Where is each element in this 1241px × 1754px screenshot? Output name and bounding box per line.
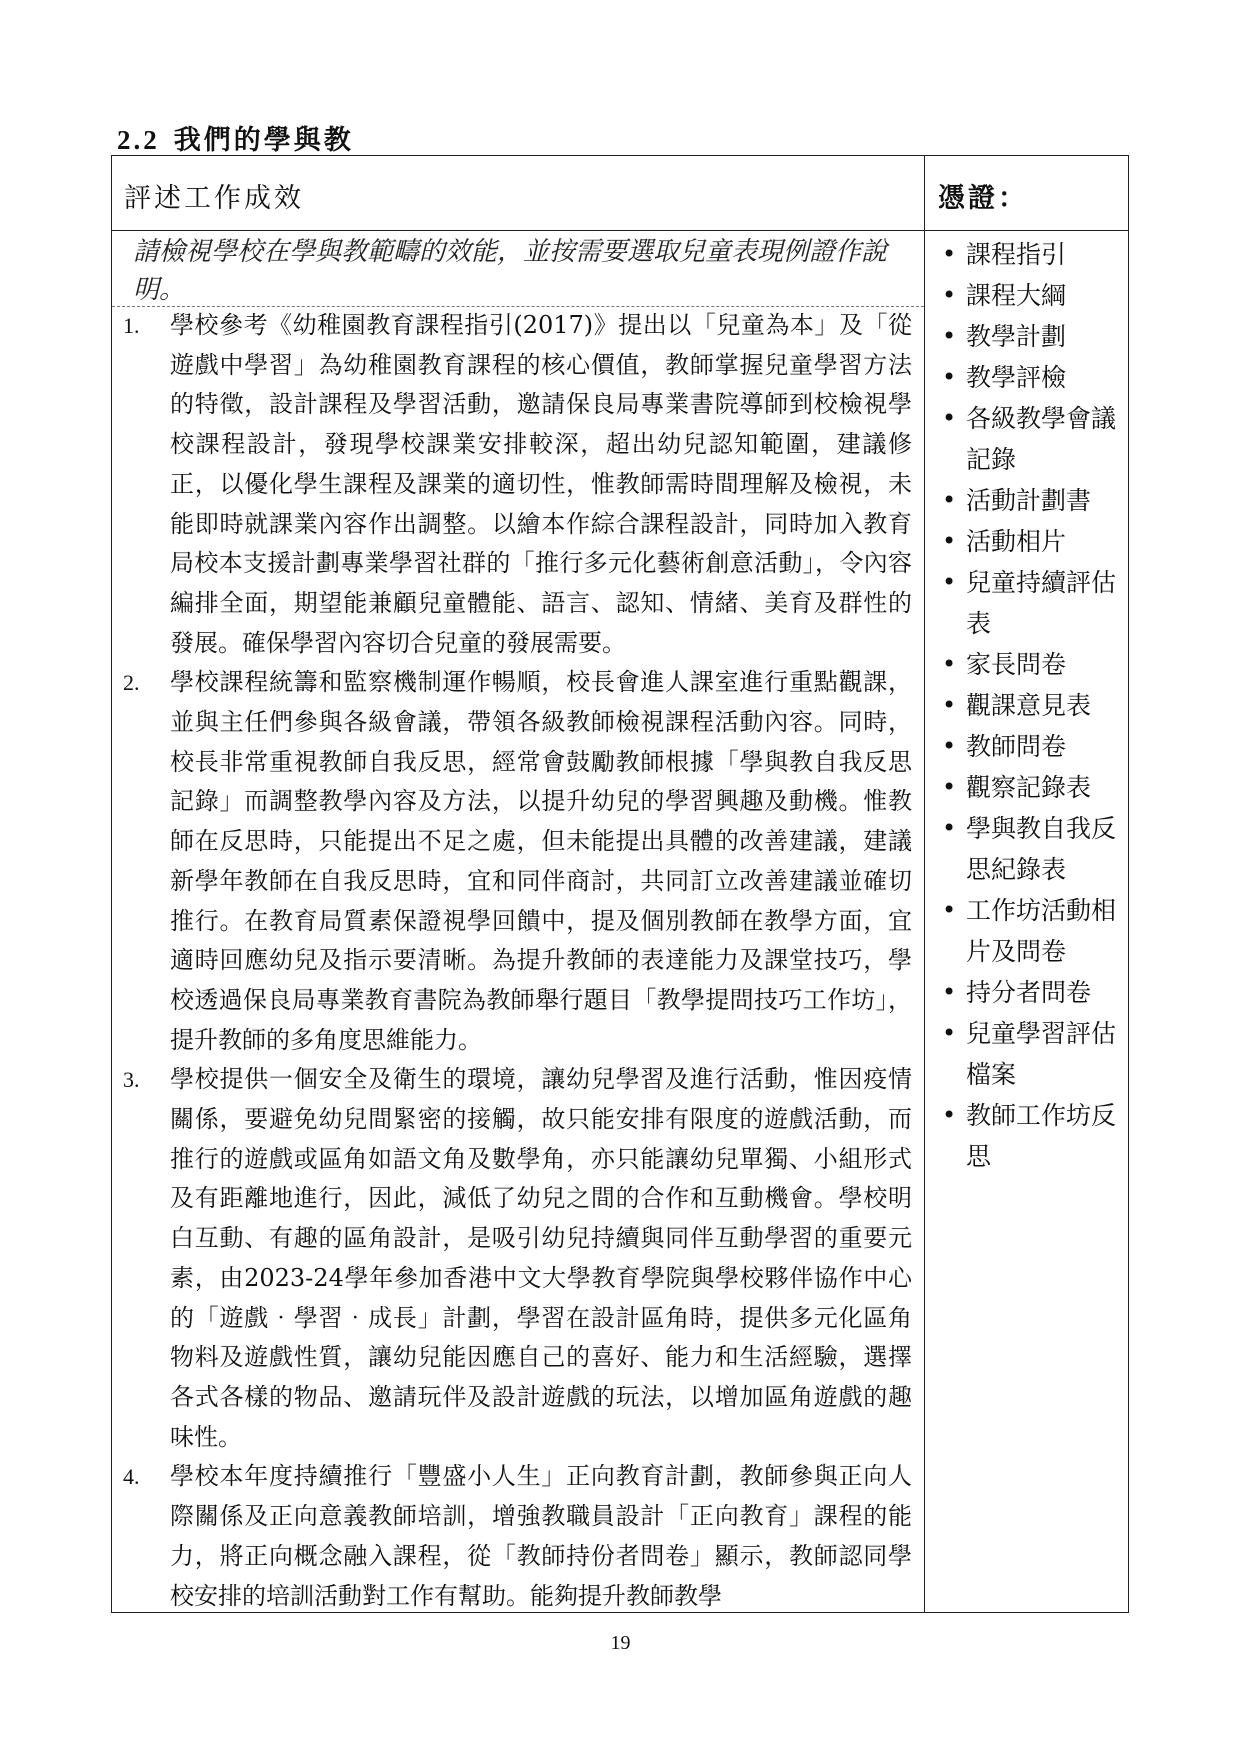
item-text: 學校參考《幼稚園教育課程指引(2017)》提出以「兒童為本」及「從遊戲中學習」為幼稚園教育課程的核心價值，教師掌握兒童學習方法的特徵，設計課程及學習活動，邀請保良局專業書院導師到校檢視學校課程設計，發現學校課業安排較深，超出幼兒認知範圍，建議修正，以優化學生課程及課業的適切性，惟教師需時間理解及檢視，未能即時就課業內容作出調整。以繪本作綜合課程設計，同時加入教育局校本支援計劃專業學習社群的「推行多元化藝術創意活動」，令內容編排全面，期望能兼顧兒童體能、語言、認知、情緒、美育及群性的發展。確保學習內容切合兒童的發展需要。 <box>170 311 912 657</box>
evidence-item: • 各級教學會議記錄 <box>930 398 1120 480</box>
header-evidence: 憑證： <box>938 183 1028 214</box>
column-divider <box>924 156 925 1612</box>
assessment-list <box>112 306 924 1616</box>
section-title <box>117 118 354 157</box>
header-divider <box>112 230 1128 231</box>
evidence-item: • 活動計劃書 <box>930 480 1120 521</box>
evidence-item: • 教學評檢 <box>930 357 1120 398</box>
evidence-item: • 教師問卷 <box>930 726 1120 767</box>
item-number: 3. <box>123 1067 140 1093</box>
header-assessment: 評述工作成效 <box>124 183 304 214</box>
evidence-item: • 課程指引 <box>930 234 1120 275</box>
evidence-item: • 兒童持續評估表 <box>930 562 1120 644</box>
page-number: 19 <box>610 1632 631 1654</box>
evidence-list <box>930 234 1120 1177</box>
item-text: 學校提供一個安全及衛生的環境，讓幼兒學習及進行活動，惟因疫情關係，要避免幼兒間緊密的接觸，故只能安排有限度的遊戲活動，而推行的遊戲或區角如語文角及數學角，亦只能讓幼兒單獨、小組形式及有距離地進行，因此，減低了幼兒之間的合作和互動機會。學校明白互動、有趣的區角設計，是吸引幼兒持續與同伴互動學習的重要元素，由2023-24學年參加香港中文大學教育學院與學校夥伴協作中心的「遊戲‧學習‧成長」計劃，學習在設計區角時，提供多元化區角物料及遊戲性質，讓幼兒能因應自己的喜好、能力和生活經驗，選擇各式各樣的物品、邀請玩伴及設計遊戲的玩法，以增加區角遊戲的趣味性。 <box>170 1065 912 1451</box>
list-item <box>112 306 924 663</box>
evidence-item: • 學與教自我反思紀錄表 <box>930 808 1120 890</box>
evidence-item: • 家長問卷 <box>930 644 1120 685</box>
item-number: 4. <box>123 1464 140 1490</box>
list-item <box>112 1060 924 1457</box>
section-heading: 我們的學與教 <box>173 125 354 156</box>
item-text: 學校課程統籌和監察機制運作暢順，校長會進人課室進行重點觀課，並與主任們參與各級會議，帶領各級教師檢視課程活動內容。同時，校長非常重視教師自我反思，經常會鼓勵教師根據「學與教自我反思記錄」而調整教學內容及方法，以提升幼兒的學習興趣及動機。惟教師在反思時，只能提出不足之處，但未能提出具體的改善建議，建議新學年教師在自我反思時，宜和同伴商討，共同訂立改善建議並確切推行。在教育局質素保證視學回饋中，提及個別教師在教學方面，宜適時回應幼兒及指示要清晰。為提升教師的表達能力及課堂技巧，學校透過保良局專業教育書院為教師舉行題目「教學提問技巧工作坊」，提升教師的多角度思維能力。 <box>170 668 912 1054</box>
evidence-item: • 課程大綱 <box>930 275 1120 316</box>
evidence-item: • 教學計劃 <box>930 316 1120 357</box>
evidence-item: • 持分者問卷 <box>930 972 1120 1013</box>
section-number: 2.2 <box>117 125 160 155</box>
evaluation-table <box>111 155 1129 1613</box>
evidence-item: • 兒童學習評估檔案 <box>930 1013 1120 1095</box>
item-number: 1. <box>123 313 140 338</box>
list-item <box>112 663 924 1060</box>
evidence-item: • 觀察記錄表 <box>930 767 1120 808</box>
item-text: 學校本年度持續推行「豐盛小人生」正向教育計劃，教師參與正向人際關係及正向意義教師培訓，增強教職員設計「正向教育」課程的能力，將正向概念融入課程，從「教師持份者問卷」顯示，教師認同學校安排的培訓活動對工作有幫助。能夠提升教師教學 <box>170 1462 912 1610</box>
evidence-item: • 觀課意見表 <box>930 685 1120 726</box>
item-number: 2. <box>123 670 140 696</box>
evidence-item: • 教師工作坊反思 <box>930 1095 1120 1177</box>
list-item <box>112 1457 924 1616</box>
evidence-item: • 活動相片 <box>930 521 1120 562</box>
instruction-text: 請檢視學校在學與教範疇的效能，並按需要選取兒童表現例證作說明。 <box>133 237 888 305</box>
evidence-item: • 工作坊活動相片及問卷 <box>930 890 1120 972</box>
